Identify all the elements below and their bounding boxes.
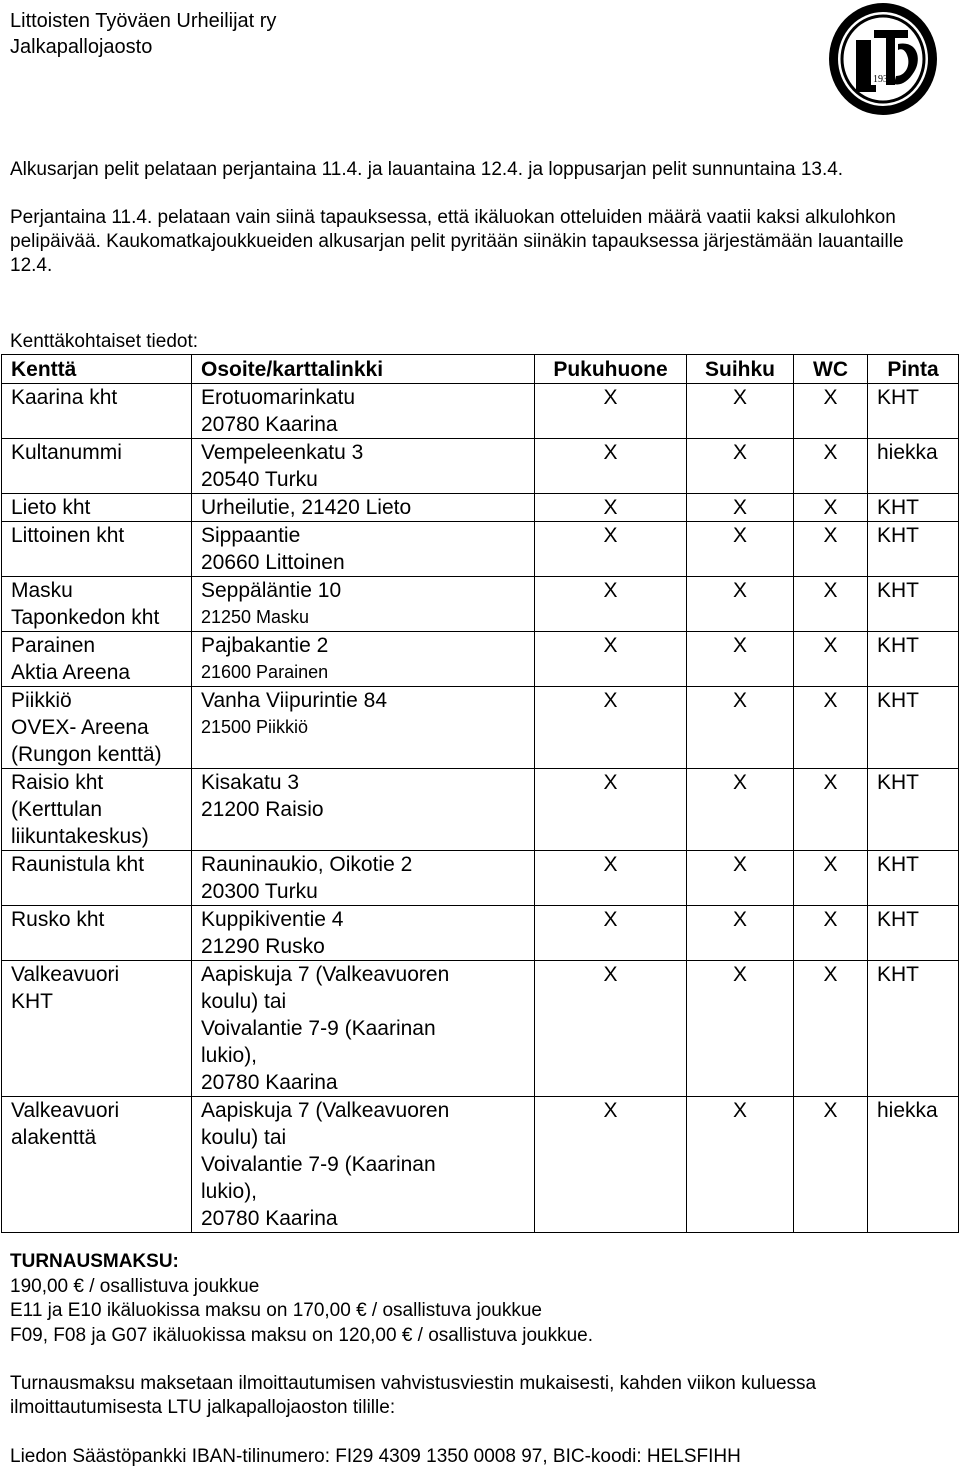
ltu-logo-icon [826, 0, 941, 118]
fields-section-title: Kenttäkohtaiset tiedot: [10, 331, 199, 352]
cell-osoite [192, 384, 535, 439]
field-name-line: Masku [11, 579, 73, 602]
field-name-line: Raunistula kht [11, 853, 145, 876]
cell-wc: X [794, 577, 868, 632]
address-line: 21290 Rusko [201, 935, 325, 958]
payment-instructions: Turnausmaksu maksetaan ilmoittautumisen vahvistusviestin mukaisesti, kahden viikon kuluessa ilmoittautumisesta LTU jalkapallojaoston tilille: [10, 1373, 817, 1418]
cell-pukuhuone: X [535, 1097, 687, 1233]
cell-pinta: KHT [868, 687, 959, 769]
cell-osoite [192, 851, 535, 906]
table-row [2, 769, 959, 851]
cell-suihku: X [687, 687, 794, 769]
cell-pukuhuone: X [535, 687, 687, 769]
cell-pukuhuone: X [535, 769, 687, 851]
cell-kentta [2, 384, 192, 439]
cell-osoite [192, 961, 535, 1097]
address-line: 21200 Raisio [201, 798, 324, 821]
table-row [2, 522, 959, 577]
header-pukuhuone: Pukuhuone [535, 355, 687, 384]
cell-pinta: KHT [868, 906, 959, 961]
field-name-line: Taponkedon kht [11, 606, 160, 629]
cell-pukuhuone: X [535, 494, 687, 522]
fee-line-f09-g07: F09, F08 ja G07 ikäluokissa maksu on 120,00 € / osallistuva joukkue. [10, 1324, 593, 1346]
cell-pukuhuone: X [535, 439, 687, 494]
cell-pinta: KHT [868, 577, 959, 632]
cell-pinta: KHT [868, 769, 959, 851]
cell-kentta [2, 522, 192, 577]
cell-wc: X [794, 961, 868, 1097]
cell-suihku: X [687, 384, 794, 439]
header-suihku: Suihku [687, 355, 794, 384]
table-row [2, 439, 959, 494]
table-row [2, 961, 959, 1097]
fields-table [1, 354, 959, 1233]
cell-suihku: X [687, 1097, 794, 1233]
field-name-line: Kultanummi [11, 441, 122, 464]
address-line: 20780 Kaarina [201, 1207, 338, 1230]
cell-kentta [2, 1097, 192, 1233]
field-name-line: (Rungon kenttä) [11, 743, 162, 766]
cell-pinta: KHT [868, 384, 959, 439]
cell-wc: X [794, 1097, 868, 1233]
cell-osoite [192, 769, 535, 851]
address-line: Erotuomarinkatu [201, 386, 356, 409]
address-line: Vanha Viipurintie 84 [201, 689, 388, 712]
cell-wc: X [794, 851, 868, 906]
cell-suihku: X [687, 851, 794, 906]
address-line: Vempeleenkatu 3 [201, 441, 364, 464]
address-line: Aapiskuja 7 (Valkeavuoren [201, 963, 450, 986]
cell-pinta: KHT [868, 632, 959, 687]
table-row [2, 384, 959, 439]
address-line: Kuppikiventie 4 [201, 908, 344, 931]
cell-kentta [2, 687, 192, 769]
fee-line-standard: 190,00 € / osallistuva joukkue [10, 1275, 260, 1297]
field-name-line: alakenttä [11, 1126, 97, 1149]
cell-pinta: hiekka [868, 1097, 959, 1233]
address-postal-line: 21500 Piikkiö [201, 717, 309, 737]
field-name-line: Littoinen kht [11, 524, 125, 547]
cell-kentta [2, 906, 192, 961]
cell-wc: X [794, 906, 868, 961]
cell-wc: X [794, 494, 868, 522]
address-line: Urheilutie, 21420 Lieto [201, 496, 412, 519]
address-line: Kisakatu 3 [201, 771, 300, 794]
cell-pukuhuone: X [535, 522, 687, 577]
cell-pinta: KHT [868, 522, 959, 577]
cell-pukuhuone: X [535, 906, 687, 961]
cell-kentta [2, 851, 192, 906]
organization-header [10, 8, 276, 60]
cell-osoite [192, 1097, 535, 1233]
cell-osoite [192, 577, 535, 632]
cell-pukuhuone: X [535, 961, 687, 1097]
field-name-line: Valkeavuori [11, 963, 120, 986]
cell-pukuhuone: X [535, 851, 687, 906]
cell-kentta [2, 577, 192, 632]
field-name-line: KHT [11, 990, 53, 1013]
address-line: 20540 Turku [201, 468, 318, 491]
table-row [2, 494, 959, 522]
cell-suihku: X [687, 494, 794, 522]
cell-suihku: X [687, 439, 794, 494]
cell-osoite [192, 687, 535, 769]
table-row [2, 632, 959, 687]
logo-year: 1932 [873, 74, 893, 85]
address-line: koulu) tai [201, 1126, 287, 1149]
fee-title: TURNAUSMAKSU: [10, 1251, 179, 1272]
field-name-line: (Kerttulan [11, 798, 103, 821]
cell-pukuhuone: X [535, 632, 687, 687]
tournament-fee-section [10, 1250, 593, 1348]
cell-kentta [2, 439, 192, 494]
table-row [2, 687, 959, 769]
address-line: lukio), [201, 1180, 258, 1203]
address-line: Seppäläntie 10 [201, 579, 342, 602]
header-wc: WC [794, 355, 868, 384]
header-pinta: Pinta [868, 355, 959, 384]
table-row [2, 1097, 959, 1233]
cell-pukuhuone: X [535, 384, 687, 439]
cell-osoite [192, 522, 535, 577]
address-line: koulu) tai [201, 990, 287, 1013]
cell-wc: X [794, 687, 868, 769]
table-row [2, 577, 959, 632]
address-line: 20780 Kaarina [201, 1071, 338, 1094]
fee-line-e11-e10: E11 ja E10 ikäluokissa maksu on 170,00 € / osallistuva joukkue [10, 1300, 542, 1321]
field-name-line: Parainen [11, 634, 96, 657]
cell-osoite [192, 906, 535, 961]
header-kentta: Kenttä [2, 355, 192, 384]
address-line: lukio), [201, 1044, 258, 1067]
address-line: Pajbakantie 2 [201, 634, 329, 657]
cell-wc: X [794, 522, 868, 577]
cell-suihku: X [687, 632, 794, 687]
cell-suihku: X [687, 522, 794, 577]
field-name-line: liikuntakeskus) [11, 825, 149, 848]
field-name-line: Piikkiö [11, 689, 72, 712]
cell-suihku: X [687, 769, 794, 851]
address-postal-line: 21600 Parainen [201, 662, 329, 682]
organization-name: Littoisten Työväen Urheilijat ry [10, 10, 277, 32]
cell-kentta [2, 961, 192, 1097]
cell-suihku: X [687, 577, 794, 632]
field-name-line: Raisio kht [11, 771, 104, 794]
table-row [2, 906, 959, 961]
address-line: 20780 Kaarina [201, 413, 338, 436]
cell-pinta: KHT [868, 494, 959, 522]
address-line: 20660 Littoinen [201, 551, 345, 574]
cell-wc: X [794, 632, 868, 687]
field-name-line: Rusko kht [11, 908, 105, 931]
cell-kentta [2, 494, 192, 522]
address-postal-line: 21250 Masku [201, 607, 310, 627]
cell-pukuhuone: X [535, 577, 687, 632]
field-name-line: Valkeavuori [11, 1099, 120, 1122]
cell-wc: X [794, 384, 868, 439]
cell-suihku: X [687, 961, 794, 1097]
cell-kentta [2, 632, 192, 687]
table-header-row [2, 355, 959, 384]
header-osoite: Osoite/karttalinkki [192, 355, 535, 384]
cell-osoite [192, 632, 535, 687]
cell-wc: X [794, 769, 868, 851]
department-name: Jalkapallojaosto [10, 36, 153, 58]
field-name-line: Lieto kht [11, 496, 91, 519]
field-name-line: Kaarina kht [11, 386, 118, 409]
address-line: Sippaantie [201, 524, 301, 547]
cell-osoite [192, 439, 535, 494]
cell-wc: X [794, 439, 868, 494]
cell-pinta: KHT [868, 961, 959, 1097]
cell-pinta: KHT [868, 851, 959, 906]
address-line: Rauninaukio, Oikotie 2 [201, 853, 413, 876]
bank-account-info: Liedon Säästöpankki IBAN-tilinumero: FI29 4309 1350 0008 97, BIC-koodi: HELSFIHH [10, 1446, 741, 1467]
fields-table-body [2, 384, 959, 1233]
cell-kentta [2, 769, 192, 851]
address-line: Voivalantie 7-9 (Kaarinan [201, 1153, 436, 1176]
address-line: 20300 Turku [201, 880, 318, 903]
table-row [2, 851, 959, 906]
address-line: Aapiskuja 7 (Valkeavuoren [201, 1099, 450, 1122]
cell-osoite [192, 494, 535, 522]
intro-paragraph-schedule: Alkusarjan pelit pelataan perjantaina 11.4. ja lauantaina 12.4. ja loppusarjan pelit sunnuntaina 13.4. [10, 159, 844, 180]
cell-suihku: X [687, 906, 794, 961]
field-name-line: OVEX- Areena [11, 716, 149, 739]
intro-paragraph-friday: Perjantaina 11.4. pelataan vain siinä tapauksessa, että ikäluokan otteluiden määrä vaatii kaksi alkulohkon pelipäivää. Kaukomatkajoukkueiden alkusarjan pelit pyritään siinäkin tapauksessa järjestämään lauantaille 12.4. [10, 207, 904, 276]
field-name-line: Aktia Areena [11, 661, 131, 684]
address-line: Voivalantie 7-9 (Kaarinan [201, 1017, 436, 1040]
cell-pinta: hiekka [868, 439, 959, 494]
